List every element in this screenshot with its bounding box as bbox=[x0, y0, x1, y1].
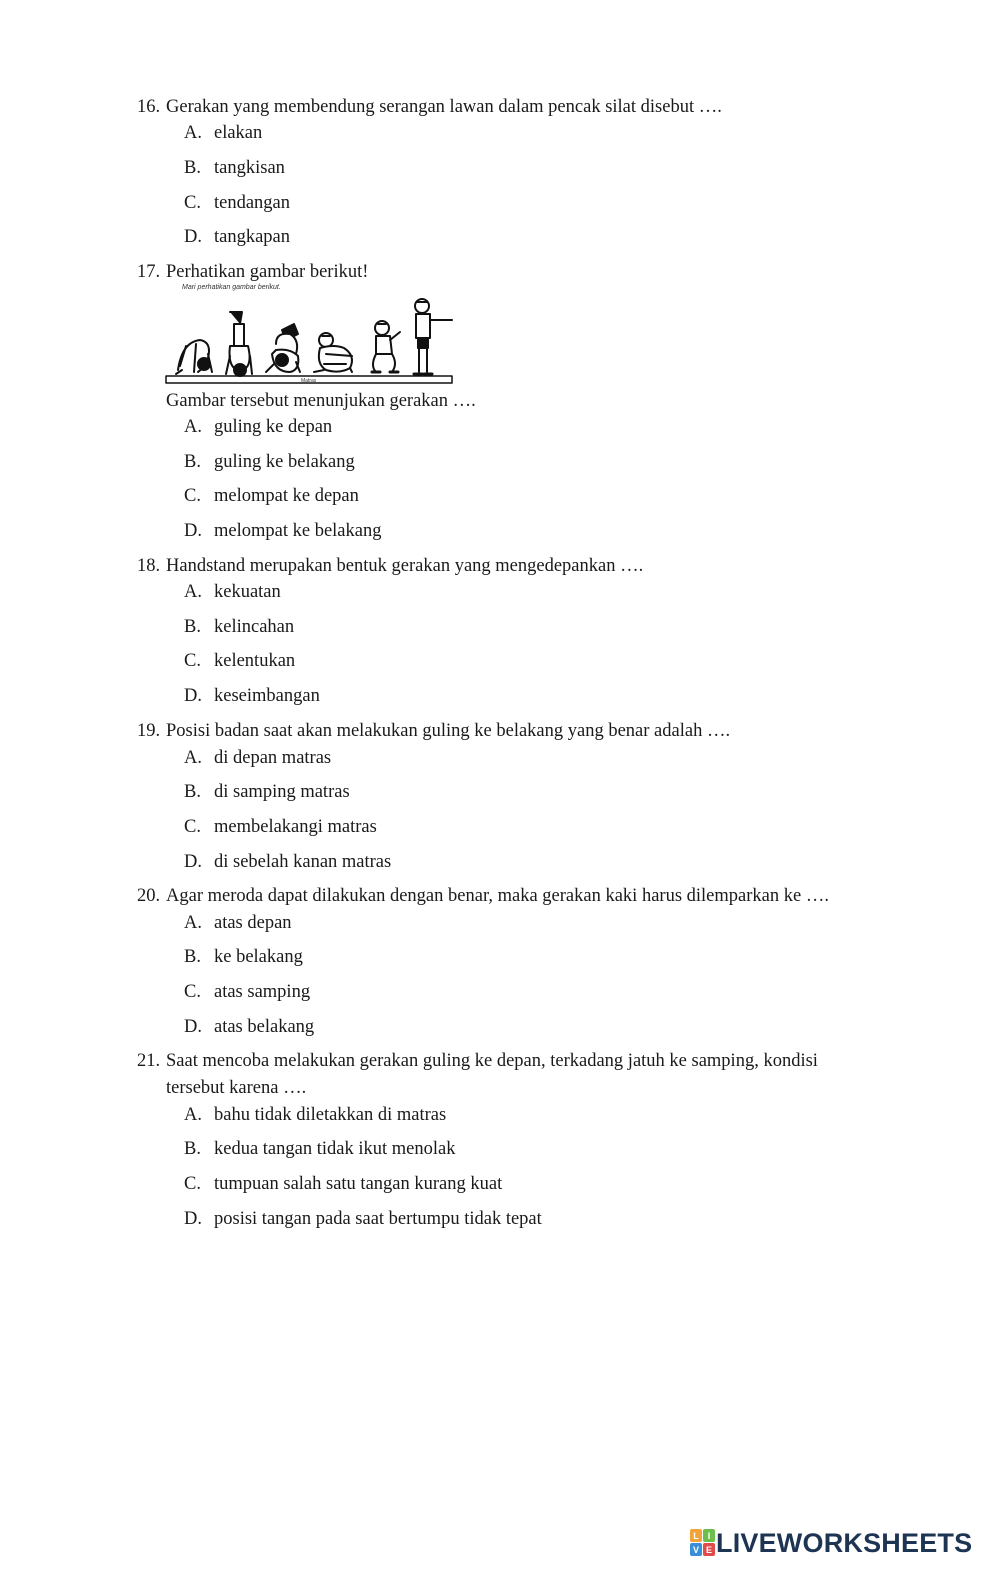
question-stem: Posisi badan saat akan melakukan guling ke belakang yang benar adalah …. bbox=[166, 721, 731, 741]
option-20-b[interactable] bbox=[184, 944, 303, 971]
option-21-d[interactable] bbox=[184, 1206, 542, 1233]
option-text: guling ke belakang bbox=[214, 452, 355, 472]
option-17-b[interactable] bbox=[184, 449, 355, 476]
option-19-b[interactable] bbox=[184, 779, 350, 806]
option-letter: C. bbox=[184, 193, 201, 213]
option-text: guling ke depan bbox=[214, 417, 333, 437]
option-letter: A. bbox=[184, 417, 202, 437]
option-text: posisi tangan pada saat bertumpu tidak tepat bbox=[214, 1209, 542, 1229]
question-stem: Perhatikan gambar berikut! bbox=[166, 262, 369, 282]
option-text: melompat ke belakang bbox=[214, 521, 382, 541]
option-text: tangkapan bbox=[214, 227, 291, 247]
option-letter: C. bbox=[184, 1174, 201, 1194]
option-text: atas belakang bbox=[214, 1017, 315, 1037]
option-letter: A. bbox=[184, 123, 202, 143]
question-16 bbox=[137, 94, 722, 121]
option-letter: D. bbox=[184, 1209, 202, 1229]
question-stem: Handstand merupakan bentuk gerakan yang mengedepankan …. bbox=[166, 556, 644, 576]
question-21-stem-line2: tersebut karena …. bbox=[166, 1078, 307, 1098]
option-text: atas depan bbox=[214, 913, 292, 933]
option-16-a[interactable] bbox=[184, 120, 262, 147]
option-letter: B. bbox=[184, 782, 201, 802]
option-21-a[interactable] bbox=[184, 1102, 446, 1129]
logo-letter: L bbox=[693, 1531, 699, 1541]
option-letter: A. bbox=[184, 913, 202, 933]
option-16-b[interactable] bbox=[184, 155, 285, 182]
brand-name: LIVEWORKSHEETS bbox=[716, 1527, 973, 1558]
option-17-c[interactable] bbox=[184, 483, 359, 510]
liveworksheets-logo-icon bbox=[690, 1529, 716, 1557]
option-19-c[interactable] bbox=[184, 814, 377, 841]
option-21-c[interactable] bbox=[184, 1171, 502, 1198]
option-text: di depan matras bbox=[214, 748, 332, 768]
option-17-d[interactable] bbox=[184, 518, 381, 545]
option-letter: B. bbox=[184, 947, 201, 967]
question-stem: Agar meroda dapat dilakukan dengan benar, maka gerakan kaki harus dilemparkan ke …. bbox=[166, 886, 829, 906]
gymnast-figure-1 bbox=[176, 340, 212, 374]
option-letter: B. bbox=[184, 617, 201, 637]
mat-label: Matras bbox=[301, 378, 317, 384]
question-21 bbox=[137, 1048, 818, 1075]
gymnast-figure-4 bbox=[314, 333, 352, 372]
option-text: di samping matras bbox=[214, 782, 350, 802]
logo-letter: V bbox=[692, 1545, 700, 1555]
figure-caption: Mari perhatikan gambar berikut. bbox=[182, 284, 281, 291]
option-text: bahu tidak diletakkan di matras bbox=[214, 1105, 447, 1125]
option-text: kelincahan bbox=[214, 617, 295, 637]
option-text: di sebelah kanan matras bbox=[214, 852, 392, 872]
option-letter: B. bbox=[184, 452, 201, 472]
option-16-d[interactable] bbox=[184, 224, 290, 251]
question-number: 19. bbox=[137, 721, 161, 741]
gymnast-figure-5 bbox=[372, 321, 400, 372]
question-18 bbox=[137, 553, 643, 580]
option-text: kedua tangan tidak ikut menolak bbox=[214, 1139, 456, 1159]
option-text: keseimbangan bbox=[214, 686, 320, 706]
gymnast-figure-6 bbox=[414, 299, 452, 374]
option-18-c[interactable] bbox=[184, 648, 295, 675]
option-letter: D. bbox=[184, 521, 202, 541]
option-16-c[interactable] bbox=[184, 190, 290, 217]
option-text: elakan bbox=[214, 123, 263, 143]
option-21-b[interactable] bbox=[184, 1136, 455, 1163]
option-text: tumpuan salah satu tangan kurang kuat bbox=[214, 1174, 503, 1194]
logo-letter: E bbox=[705, 1545, 713, 1555]
gymnast-figure-2 bbox=[226, 312, 252, 376]
option-text: atas samping bbox=[214, 982, 311, 1002]
option-letter: D. bbox=[184, 1017, 202, 1037]
option-text: membelakangi matras bbox=[214, 817, 377, 837]
option-text: ke belakang bbox=[214, 947, 303, 967]
option-18-a[interactable] bbox=[184, 579, 281, 606]
option-text: kekuatan bbox=[214, 582, 281, 602]
question-20 bbox=[137, 883, 829, 910]
gymnast-sequence-illustration bbox=[164, 284, 456, 388]
question-19 bbox=[137, 718, 730, 745]
option-letter: C. bbox=[184, 982, 201, 1002]
gymnast-figure-3 bbox=[266, 324, 300, 372]
question-number: 21. bbox=[137, 1051, 161, 1071]
logo-letter: I bbox=[707, 1531, 711, 1541]
question-number: 16. bbox=[137, 97, 161, 117]
question-stem: Saat mencoba melakukan gerakan guling ke depan, terkadang jatuh ke samping, kondisi bbox=[166, 1051, 818, 1071]
option-19-a[interactable] bbox=[184, 745, 331, 772]
option-letter: B. bbox=[184, 158, 201, 178]
option-18-b[interactable] bbox=[184, 614, 294, 641]
option-letter: D. bbox=[184, 686, 202, 706]
liveworksheets-logo[interactable] bbox=[690, 1527, 972, 1559]
question-number: 18. bbox=[137, 556, 161, 576]
option-letter: C. bbox=[184, 651, 201, 671]
option-letter: C. bbox=[184, 486, 201, 506]
option-letter: D. bbox=[184, 227, 202, 247]
option-text: tangkisan bbox=[214, 158, 285, 178]
option-letter: A. bbox=[184, 1105, 202, 1125]
option-letter: A. bbox=[184, 582, 202, 602]
option-letter: C. bbox=[184, 817, 201, 837]
option-20-d[interactable] bbox=[184, 1014, 314, 1041]
question-stem: Gerakan yang membendung serangan lawan dalam pencak silat disebut …. bbox=[166, 97, 722, 117]
question-17 bbox=[137, 259, 368, 286]
option-text: melompat ke depan bbox=[214, 486, 359, 506]
option-19-d[interactable] bbox=[184, 849, 391, 876]
option-letter: D. bbox=[184, 852, 202, 872]
option-text: tendangan bbox=[214, 193, 291, 213]
question-number: 20. bbox=[137, 886, 161, 906]
option-letter: A. bbox=[184, 748, 202, 768]
option-18-d[interactable] bbox=[184, 683, 320, 710]
question-17-stem-continued: Gambar tersebut menunjukan gerakan …. bbox=[166, 391, 476, 411]
question-number: 17. bbox=[137, 262, 161, 282]
option-20-c[interactable] bbox=[184, 979, 310, 1006]
forward-roll-figure bbox=[164, 284, 456, 388]
option-20-a[interactable] bbox=[184, 910, 292, 937]
option-letter: B. bbox=[184, 1139, 201, 1159]
option-text: kelentukan bbox=[214, 651, 296, 671]
option-17-a[interactable] bbox=[184, 414, 332, 441]
